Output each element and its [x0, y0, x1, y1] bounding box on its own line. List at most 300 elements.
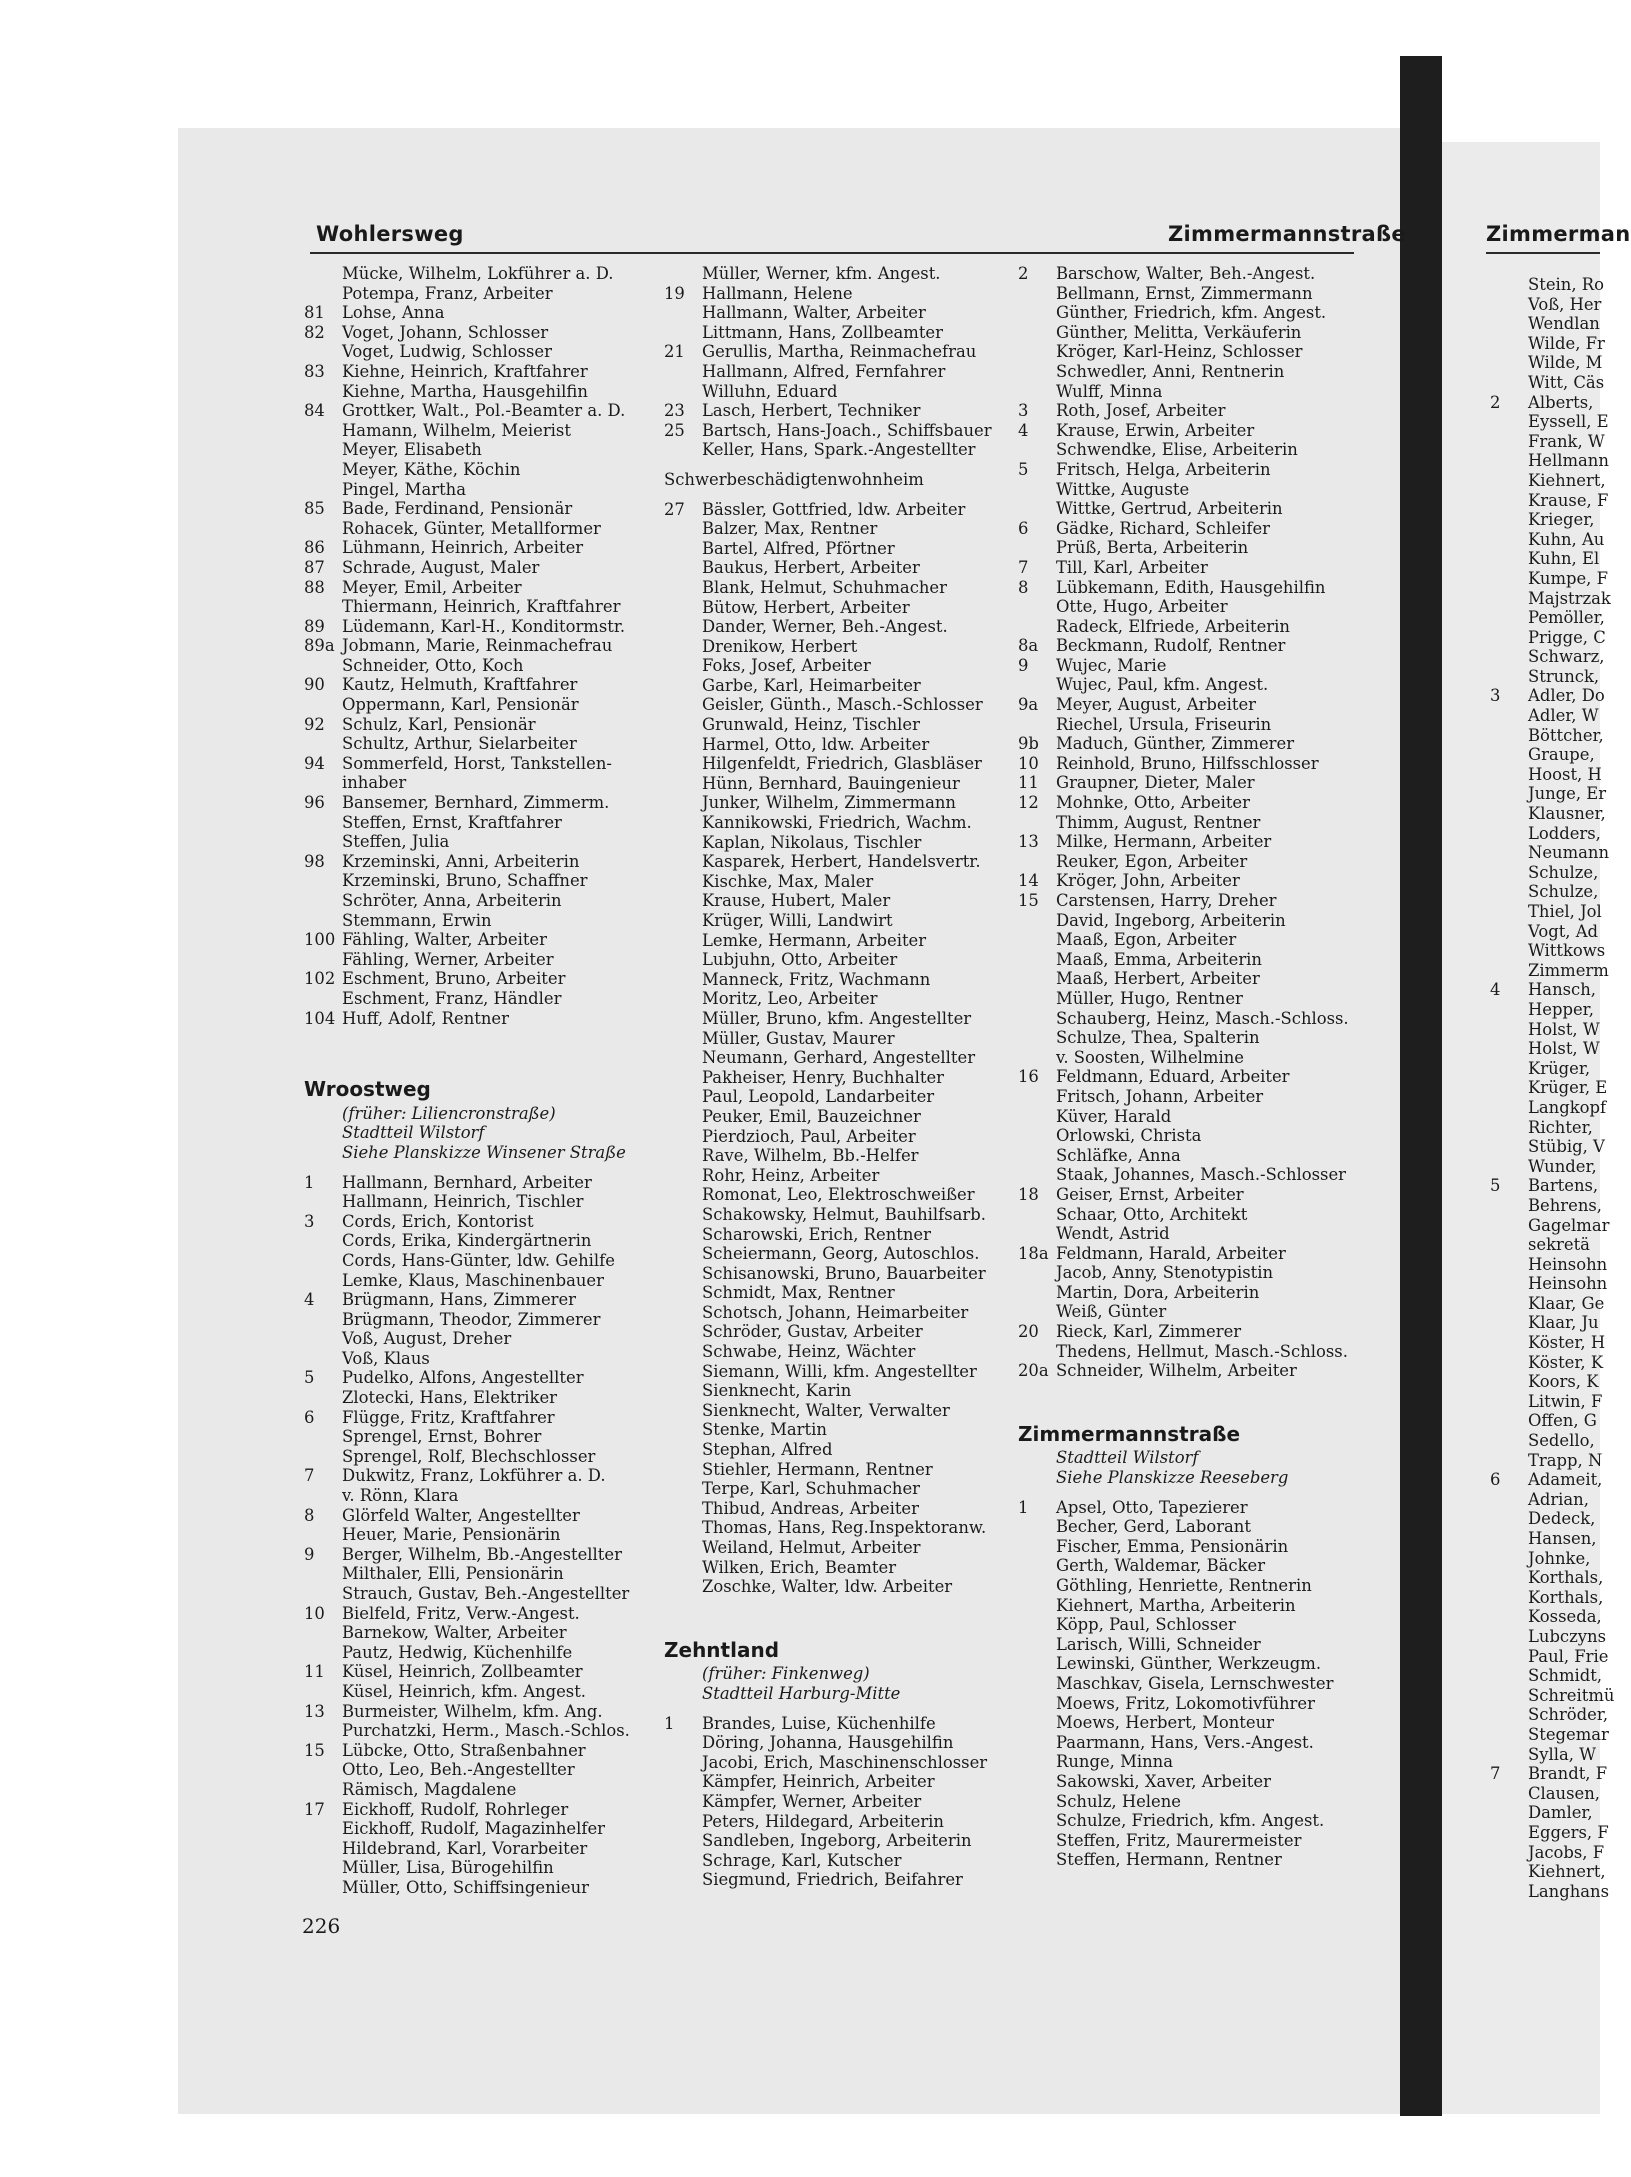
house-number: [1490, 1529, 1528, 1549]
house-number: [664, 970, 702, 990]
resident-entry: Schulze, Thea, Spalterin: [1056, 1028, 1260, 1048]
list-item: [1490, 1235, 1620, 1255]
resident-entry: Kiehnert, Martha, Arbeiterin: [1056, 1595, 1296, 1615]
resident-entry: Moews, Herbert, Monteur: [1056, 1713, 1274, 1733]
spacer: [664, 460, 994, 470]
resident-entry: Thibud, Andreas, Arbeiter: [702, 1498, 919, 1518]
house-number: [1018, 323, 1056, 343]
list-item: [304, 578, 634, 598]
house-number: [664, 715, 702, 735]
house-number: [1490, 1862, 1528, 1882]
list-item: [1018, 558, 1348, 578]
house-number: [664, 1009, 702, 1029]
house-number: [304, 1839, 342, 1859]
resident-entry: Alberts,: [1528, 392, 1594, 412]
list-item: [664, 362, 994, 382]
list-item: [664, 656, 994, 676]
list-item: [1490, 1686, 1620, 1706]
house-number: 17: [304, 1799, 325, 1819]
list-item: [304, 1212, 634, 1232]
resident-entry: Hellmann: [1528, 451, 1609, 471]
list-item: [1490, 608, 1620, 628]
house-number: 3: [304, 1211, 315, 1231]
house-number: 81: [304, 303, 325, 323]
list-item: [304, 1545, 634, 1565]
list-item: [304, 852, 634, 872]
house-number: [1018, 1792, 1056, 1812]
resident-entry: Hünn, Bernhard, Bauingenieur: [702, 773, 960, 793]
list-item: [1018, 362, 1348, 382]
list-item: [1490, 843, 1620, 863]
entry-list: [1018, 264, 1348, 1381]
list-item: [664, 1499, 994, 1519]
list-item: [304, 1506, 634, 1526]
resident-entry: Clausen,: [1528, 1783, 1600, 1803]
house-number: [1018, 362, 1056, 382]
house-number: 94: [304, 753, 325, 773]
resident-entry: Jobmann, Marie, Reinmachefrau: [342, 636, 613, 656]
list-item: [304, 362, 634, 382]
resident-entry: Maaß, Egon, Arbeiter: [1056, 930, 1237, 950]
house-number: [664, 911, 702, 931]
list-item: [1490, 1588, 1620, 1608]
house-number: [1490, 1118, 1528, 1138]
resident-entry: Bartsch, Hans-Joach., Schiffsbauer: [702, 420, 992, 440]
house-number: [1490, 1882, 1528, 1902]
resident-entry: Köpp, Paul, Schlosser: [1056, 1615, 1236, 1635]
house-number: [664, 774, 702, 794]
resident-entry: Hallmann, Walter, Arbeiter: [702, 303, 926, 323]
house-number: [664, 1029, 702, 1049]
house-number: [1018, 1733, 1056, 1753]
house-number: [1490, 1431, 1528, 1451]
list-item: [1018, 1342, 1348, 1362]
house-number: 5: [1018, 459, 1029, 479]
house-number: [664, 656, 702, 676]
resident-entry: Holst, W: [1528, 1019, 1600, 1039]
list-item: [304, 617, 634, 637]
resident-entry: Wilde, Fr: [1528, 333, 1605, 353]
spacer: [304, 1028, 634, 1072]
resident-entry: Adler, W: [1528, 706, 1599, 726]
list-item: [304, 303, 634, 323]
section-notes: [304, 1104, 634, 1163]
house-number: [304, 1486, 342, 1506]
resident-entry: Schulze,: [1528, 862, 1599, 882]
list-item: [664, 1714, 994, 1734]
resident-entry: Lemke, Klaus, Maschinenbauer: [342, 1270, 604, 1290]
list-item: [664, 323, 994, 343]
resident-entry: Behrens,: [1528, 1195, 1603, 1215]
house-number: [1490, 1353, 1528, 1373]
house-number: [664, 754, 702, 774]
list-item: [304, 1271, 634, 1291]
house-number: [1490, 1725, 1528, 1745]
house-number: [664, 676, 702, 696]
list-item: [664, 1479, 994, 1499]
section-note: Siehe Planskizze Reeseberg: [1056, 1468, 1289, 1488]
list-item: [664, 1303, 994, 1323]
resident-entry: Kämpfer, Werner, Arbeiter: [702, 1791, 922, 1811]
house-number: [1018, 950, 1056, 970]
resident-entry: Thiel, Jol: [1528, 902, 1602, 921]
house-number: [304, 1388, 342, 1408]
house-number: [664, 1068, 702, 1088]
house-number: 14: [1018, 871, 1039, 891]
resident-entry: Maschkav, Gisela, Lernschwester: [1056, 1673, 1334, 1693]
house-number: [1018, 284, 1056, 304]
house-number: 16: [1018, 1067, 1039, 1087]
resident-entry: Meyer, August, Arbeiter: [1056, 695, 1256, 715]
resident-entry: Kämpfer, Heinrich, Arbeiter: [702, 1772, 935, 1792]
list-item: [304, 342, 634, 362]
list-item: [664, 1558, 994, 1578]
resident-entry: Bässler, Gottfried, ldw. Arbeiter: [702, 499, 966, 519]
resident-entry: Schulze, Friedrich, kfm. Angest.: [1056, 1811, 1325, 1831]
list-item: [304, 382, 634, 402]
resident-entry: Baukus, Herbert, Arbeiter: [702, 558, 920, 578]
resident-entry: Foks, Josef, Arbeiter: [702, 656, 871, 676]
resident-entry: Schläfke, Anna: [1056, 1145, 1181, 1165]
list-item: [1490, 1313, 1620, 1333]
list-item: [664, 1322, 994, 1342]
house-number: [1490, 530, 1528, 550]
list-item: [1018, 675, 1348, 695]
house-number: 27: [664, 499, 685, 519]
list-item: [304, 440, 634, 460]
column-3: [1018, 264, 1348, 1870]
list-item: [304, 1290, 634, 1310]
house-number: [664, 303, 702, 323]
resident-entry: Moews, Fritz, Lokomotivführer: [1056, 1693, 1315, 1713]
resident-entry: Schmidt,: [1528, 1666, 1603, 1686]
house-number: [1490, 1020, 1528, 1040]
house-number: [1490, 295, 1528, 315]
house-number: [1018, 1165, 1056, 1185]
list-item: [664, 1753, 994, 1773]
resident-entry: Otte, Hugo, Arbeiter: [1056, 597, 1228, 617]
resident-entry: Scharowski, Erich, Rentner: [702, 1224, 931, 1244]
resident-entry: Stephan, Alfred: [702, 1440, 833, 1460]
resident-entry: Beckmann, Rudolf, Rentner: [1056, 636, 1286, 656]
list-item: [1018, 832, 1348, 852]
resident-entry: Krieger,: [1528, 510, 1595, 530]
house-number: [1018, 1517, 1056, 1537]
resident-entry: Rohr, Heinz, Arbeiter: [702, 1165, 880, 1185]
list-item: [664, 950, 994, 970]
list-item: [1490, 745, 1620, 765]
list-item: [1490, 1255, 1620, 1275]
resident-entry: Jacob, Anny, Stenotypistin: [1056, 1263, 1274, 1283]
house-number: [304, 734, 342, 754]
house-number: [304, 1349, 342, 1369]
list-item: [304, 1310, 634, 1330]
resident-entry: Vogt, Ad: [1528, 921, 1599, 941]
resident-entry: Steffen, Fritz, Maurermeister: [1056, 1830, 1302, 1850]
resident-entry: Wendt, Astrid: [1056, 1224, 1170, 1244]
resident-entry: Fischer, Emma, Pensionärin: [1056, 1536, 1289, 1556]
resident-entry: Barschow, Walter, Beh.-Angest.: [1056, 264, 1316, 283]
house-number: 7: [1490, 1764, 1501, 1784]
list-item: [664, 1772, 994, 1792]
house-number: [304, 1721, 342, 1741]
house-number: [1018, 1224, 1056, 1244]
list-item: [1018, 793, 1348, 813]
list-item: [1018, 636, 1348, 656]
house-number: [1018, 382, 1056, 402]
resident-entry: Schwedler, Anni, Rentnerin: [1056, 361, 1285, 381]
resident-entry: Hallmann, Bernhard, Arbeiter: [342, 1172, 592, 1192]
list-item: [304, 421, 634, 441]
house-number: 13: [304, 1701, 325, 1721]
house-number: [664, 1440, 702, 1460]
house-number: 3: [1018, 401, 1029, 421]
list-item: [1018, 1498, 1348, 1518]
resident-entry: Schröder,: [1528, 1705, 1609, 1725]
section-note: Stadtteil Harburg-Mitte: [702, 1683, 901, 1703]
house-number: [1018, 1009, 1056, 1029]
list-item: [1490, 1157, 1620, 1177]
resident-entry: Lübcke, Otto, Straßenbahner: [342, 1740, 586, 1760]
resident-entry: Richter,: [1528, 1117, 1593, 1137]
list-item: [664, 1342, 994, 1362]
resident-entry: Maduch, Günther, Zimmerer: [1056, 734, 1295, 754]
list-item: [664, 1518, 994, 1538]
house-number: [664, 1087, 702, 1107]
resident-entry: Terpe, Karl, Schuhmacher: [702, 1479, 920, 1499]
resident-entry: Korthals,: [1528, 1568, 1604, 1588]
list-item: [664, 539, 994, 559]
house-number: [664, 852, 702, 872]
house-number: [304, 1271, 342, 1291]
resident-entry: Strauch, Gustav, Beh.-Angestellter: [342, 1584, 630, 1603]
resident-entry: Johnke,: [1528, 1548, 1591, 1568]
list-item: [1018, 284, 1348, 304]
resident-entry: Köster, K: [1528, 1352, 1604, 1372]
list-item: [1490, 1020, 1620, 1040]
list-item: [664, 500, 994, 520]
list-item: [1490, 295, 1620, 315]
house-number: [1490, 549, 1528, 569]
resident-entry: Brügmann, Hans, Zimmerer: [342, 1290, 577, 1310]
resident-entry: Balzer, Max, Rentner: [702, 519, 878, 539]
list-item: [1490, 1823, 1620, 1843]
house-number: [1018, 911, 1056, 931]
house-number: [1490, 1333, 1528, 1353]
section-notes: [1018, 1448, 1348, 1487]
resident-entry: Köster, H: [1528, 1333, 1606, 1353]
list-item: [1490, 902, 1620, 922]
resident-entry: Voß, Klaus: [342, 1348, 430, 1368]
house-number: 23: [664, 401, 685, 421]
resident-entry: Schröter, Anna, Arbeiterin: [342, 891, 562, 910]
house-number: [1490, 706, 1528, 726]
resident-entry: Wilken, Erich, Beamter: [702, 1557, 897, 1577]
list-item: [1490, 686, 1620, 706]
list-item: [1490, 1568, 1620, 1588]
list-item: [664, 1185, 994, 1205]
house-number: [304, 832, 342, 852]
resident-entry: Wujec, Paul, kfm. Angest.: [1056, 675, 1269, 695]
resident-entry: Thimm, August, Rentner: [1056, 812, 1261, 832]
spacer: [1018, 1488, 1348, 1498]
resident-entry: Huff, Adolf, Rentner: [342, 1008, 509, 1028]
house-number: [1018, 1048, 1056, 1068]
list-item: [664, 1460, 994, 1480]
house-number: [664, 1792, 702, 1812]
house-number: [664, 1870, 702, 1890]
house-number: [1490, 1843, 1528, 1863]
list-item: [304, 1447, 634, 1467]
house-number: 6: [1018, 518, 1029, 538]
resident-entry: Krüger, Willi, Landwirt: [702, 911, 893, 930]
list-item: [664, 1538, 994, 1558]
spacer: [664, 490, 994, 500]
list-item: [664, 1009, 994, 1029]
house-number: [1490, 1216, 1528, 1236]
house-number: [304, 1231, 342, 1251]
list-item: [1018, 1224, 1348, 1244]
list-item: [1490, 1392, 1620, 1412]
list-item: [1018, 323, 1348, 343]
house-number: 9: [1018, 655, 1029, 675]
list-item: [1490, 373, 1620, 393]
resident-entry: Bütow, Herbert, Arbeiter: [702, 597, 910, 617]
list-item: [304, 1721, 634, 1741]
house-number: [664, 1048, 702, 1068]
resident-entry: Krzeminski, Bruno, Schaffner: [342, 871, 588, 891]
house-number: [664, 519, 702, 539]
entry-list: [664, 264, 994, 460]
house-number: [1490, 804, 1528, 824]
resident-entry: Neumann, Gerhard, Angestellter: [702, 1048, 976, 1068]
list-item: [664, 1107, 994, 1127]
list-item: [304, 1623, 634, 1643]
resident-entry: Moritz, Leo, Arbeiter: [702, 989, 878, 1009]
resident-entry: Offen, G: [1528, 1411, 1597, 1431]
resident-entry: Krause, Hubert, Maler: [702, 891, 891, 911]
house-number: [1490, 1451, 1528, 1471]
list-item: [1490, 961, 1620, 981]
house-number: [1490, 1098, 1528, 1118]
resident-entry: Hepper,: [1528, 999, 1594, 1019]
house-number: [664, 891, 702, 911]
resident-entry: Prüß, Berta, Arbeiterin: [1056, 538, 1249, 558]
resident-entry: Lewinski, Günther, Werkzeugm.: [1056, 1654, 1322, 1674]
resident-entry: Garbe, Karl, Heimarbeiter: [702, 675, 921, 695]
house-number: [1490, 667, 1528, 687]
resident-entry: Göthling, Henriette, Rentnerin: [1056, 1576, 1312, 1595]
resident-entry: Lemke, Hermann, Arbeiter: [702, 930, 927, 950]
house-number: [1018, 1087, 1056, 1107]
list-item: [304, 1780, 634, 1800]
resident-entry: Hansen,: [1528, 1529, 1597, 1548]
resident-entry: Sommerfeld, Horst, Tankstellen-: [342, 753, 612, 773]
list-item: [304, 558, 634, 578]
list-item: [1018, 1107, 1348, 1127]
house-number: [1490, 491, 1528, 511]
resident-entry: Krzeminski, Anni, Arbeiterin: [342, 851, 580, 871]
list-item: [1490, 589, 1620, 609]
house-number: [1490, 451, 1528, 471]
house-number: [304, 1780, 342, 1800]
house-number: 87: [304, 557, 325, 577]
house-number: [664, 1264, 702, 1284]
list-item: [1490, 804, 1620, 824]
list-item: [1490, 1118, 1620, 1138]
house-number: [1490, 1490, 1528, 1510]
spacer: [1018, 1381, 1348, 1417]
house-number: [304, 1251, 342, 1271]
resident-entry: Fritsch, Helga, Arbeiterin: [1056, 459, 1271, 479]
resident-entry: Schwendke, Elise, Arbeiterin: [1056, 440, 1298, 460]
resident-entry: Scheiermann, Georg, Autoschlos.: [702, 1244, 980, 1264]
resident-entry: Bellmann, Ernst, Zimmermann: [1056, 283, 1313, 303]
resident-entry: Junge, Er: [1528, 784, 1607, 804]
resident-entry: Kosseda,: [1528, 1607, 1602, 1627]
resident-entry: Cords, Erich, Kontorist: [342, 1211, 534, 1231]
house-number: [1490, 1372, 1528, 1392]
house-number: [1490, 1784, 1528, 1804]
list-item: [304, 1819, 634, 1839]
list-item: [1490, 393, 1620, 413]
list-item: [1018, 656, 1348, 676]
house-number: [664, 1518, 702, 1538]
list-item: [1490, 706, 1620, 726]
house-number: [1490, 882, 1528, 902]
house-number: [304, 1564, 342, 1584]
list-item: [304, 1564, 634, 1584]
resident-entry: Siemann, Willi, kfm. Angestellter: [702, 1361, 977, 1381]
section-note: (früher: Liliencronstraße): [342, 1103, 556, 1123]
resident-entry: Pudelko, Alfons, Angestellter: [342, 1368, 584, 1388]
resident-entry: Krüger, E: [1528, 1078, 1608, 1098]
list-item: [304, 480, 634, 500]
resident-entry: Thiermann, Heinrich, Kraftfahrer: [342, 597, 621, 617]
resident-entry: Rieck, Karl, Zimmerer: [1056, 1322, 1242, 1342]
list-item: [1490, 451, 1620, 471]
resident-entry: Geisler, Günth., Masch.-Schlosser: [702, 695, 983, 715]
house-number: 3: [1490, 686, 1501, 706]
resident-entry: Peuker, Emil, Bauzeichner: [702, 1106, 921, 1126]
list-item: [304, 1604, 634, 1624]
house-number: [664, 931, 702, 951]
resident-entry: Heinsohn: [1528, 1274, 1608, 1294]
house-number: [304, 1584, 342, 1604]
resident-entry: Martin, Dora, Arbeiterin: [1056, 1282, 1260, 1302]
house-number: 86: [304, 538, 325, 558]
list-item: [1490, 1882, 1620, 1902]
resident-entry: Fähling, Werner, Arbeiter: [342, 949, 554, 969]
resident-entry: Hildebrand, Karl, Vorarbeiter: [342, 1838, 588, 1858]
resident-entry: Eschment, Franz, Händler: [342, 988, 562, 1008]
house-number: [1018, 1263, 1056, 1283]
resident-entry: Kannikowski, Friedrich, Wachm.: [702, 813, 972, 833]
list-item: [1490, 667, 1620, 687]
resident-entry: Schaar, Otto, Architekt: [1056, 1204, 1248, 1224]
list-item: [304, 636, 634, 656]
house-number: 2: [1490, 392, 1501, 412]
list-item: [1490, 726, 1620, 746]
house-number: [1490, 1823, 1528, 1843]
resident-entry: Feldmann, Harald, Arbeiter: [1056, 1243, 1286, 1263]
house-number: [664, 578, 702, 598]
resident-entry: Kiehne, Heinrich, Kraftfahrer: [342, 361, 588, 381]
section-title: Zehntland: [664, 1637, 780, 1662]
list-item: [1490, 549, 1620, 569]
section-note: Stadtteil Wilstorf: [1056, 1448, 1199, 1468]
resident-entry: Eickhoff, Rudolf, Rohrleger: [342, 1799, 569, 1819]
